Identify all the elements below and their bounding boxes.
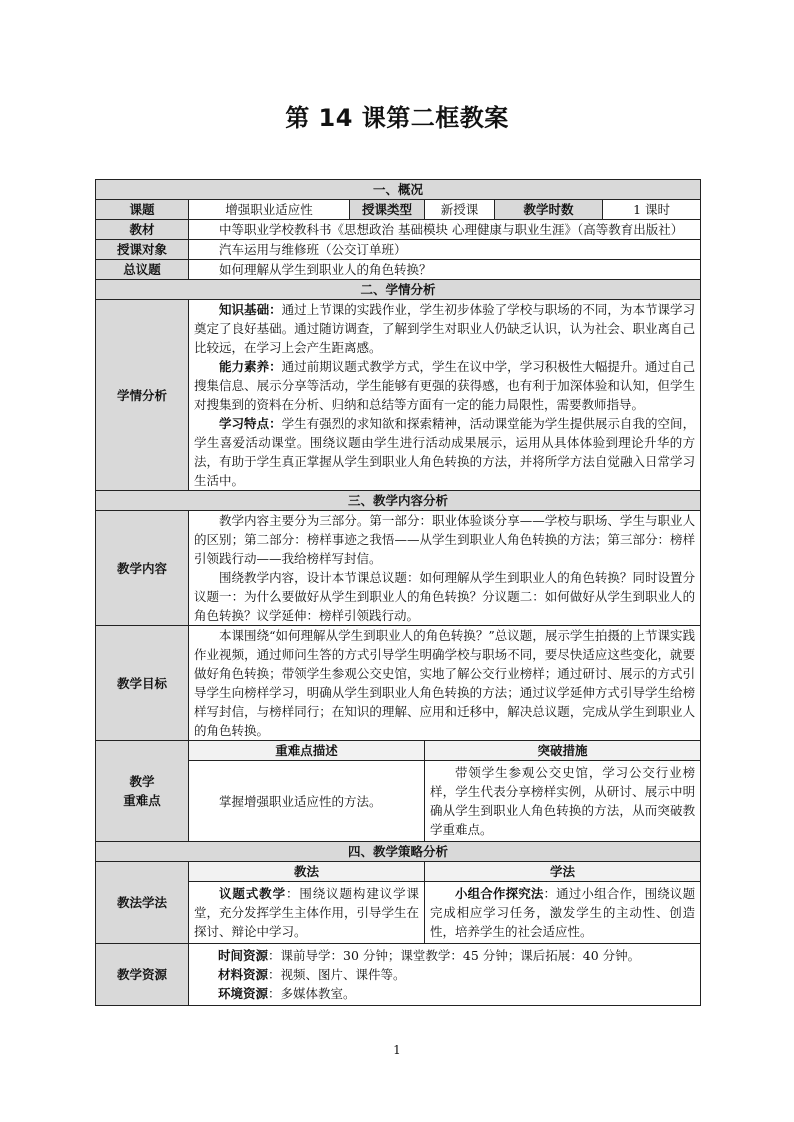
keypoints-header-row xyxy=(96,741,701,761)
target-row xyxy=(96,240,701,260)
section-heading: 一、概况 xyxy=(96,180,701,200)
keypoints-measure-header: 突破措施 xyxy=(425,741,701,761)
resource-text: ：多媒体教室。 xyxy=(268,986,356,1001)
methods-header-row xyxy=(96,862,701,882)
method-heading: 小组合作探究法 xyxy=(455,886,544,901)
goals-text: 本课围绕“如何理解从学生到职业人的角色转换？”总议题，展示学生拍摄的上节课实践作业视频，通过师问生答的方式引导学生明确学校与职场不同，要尽快适应这些变化，就要做好角色转换；带领学生参观公交史馆，实地了解公交行业榜样；通过研讨、展示的方式引导学生向榜样学习，明确从学生到职业人角色转换的方法；通过议学延伸方式引导学生给榜样写封信，与榜样同行；在知识的理解、应用和迁移中，解决总议题，完成从学生到职业人的角色转换。 xyxy=(194,628,696,738)
section-heading: 四、教学策略分析 xyxy=(96,842,701,862)
keypoints-measure-text: 带领学生参观公交史馆，学习公交行业榜样，学生代表分享榜样实例，从研讨、展示中明确从学生到职业人角色转换的方法，从而突破教学重难点。 xyxy=(430,765,696,837)
course-row xyxy=(96,200,701,220)
resource-text: ：课前导学：30 分钟；课堂教学：45 分钟；课后拓展：40 分钟。 xyxy=(268,948,641,963)
document-title: 第 14 课第二框教案 xyxy=(285,104,509,132)
content-paragraph: 围绕教学内容，设计本节课总议题：如何理解从学生到职业人的角色转换？同时设置分议题一：为什么要做好从学生到职业人的角色转换？分议题二：如何做好从学生到职业人的角色转换？议学延伸：榜样引领践行动。 xyxy=(194,570,696,623)
method-text: ：通过小组合作，围绕议题完成相应学习任务，激发学生的主动性、创造性，培养学生的社会适应性。 xyxy=(430,886,696,939)
target-label: 授课对象 xyxy=(96,240,189,260)
paragraph-text: 学生有强烈的求知欲和探索精神，活动课堂能为学生提供展示自我的空间，学生喜爱活动课堂。围绕议题由学生进行活动成果展示，运用从具体体验到理论升华的方法，有助于学生真正掌握从学生到职业人角色转换的方法，并将所学方法自觉融入日常学习生活中。 xyxy=(194,416,696,488)
section-content-row xyxy=(96,491,701,511)
keypoints-label xyxy=(96,741,189,842)
paragraph-heading: 学习特点： xyxy=(219,416,282,431)
section-overview-row xyxy=(96,180,701,200)
hours-value: 1 课时 xyxy=(603,200,701,220)
paragraph-text: 通过上节课的实践作业，学生初步体验了学校与职场的不同，为本节课学习奠定了良好基础。通过随访调查，了解到学生对职业人仍缺乏认识，认为社会、职业离自己比较远，在学习上会产生距离感。 xyxy=(194,302,696,355)
keypoints-label-line: 重难点 xyxy=(123,793,161,808)
analysis-paragraph xyxy=(194,357,695,414)
learn-method-header: 学法 xyxy=(425,862,701,882)
resource-heading: 环境资源 xyxy=(218,986,269,1001)
textbook-row xyxy=(96,220,701,240)
topic-value: 如何理解从学生到职业人的角色转换？ xyxy=(219,262,432,277)
lesson-plan-table xyxy=(95,179,701,1006)
resource-line xyxy=(194,984,695,1003)
section-analysis-row xyxy=(96,280,701,300)
content-label: 教学内容 xyxy=(96,511,189,626)
target-value: 汽车运用与维修班（公交订单班） xyxy=(219,242,407,257)
resource-heading: 材料资源 xyxy=(218,967,269,982)
keypoints-desc-text: 掌握增强职业适应性的方法。 xyxy=(219,793,382,809)
paragraph-heading: 知识基础： xyxy=(219,302,282,317)
resources-label: 教学资源 xyxy=(96,944,189,1006)
type-label: 授课类型 xyxy=(350,200,425,220)
keypoints-label-line: 教学 xyxy=(129,774,155,789)
section-strategy-row xyxy=(96,842,701,862)
type-value: 新授课 xyxy=(425,200,495,220)
learn-method-text xyxy=(430,884,695,941)
resource-line xyxy=(194,965,695,984)
keypoints-desc-header: 重难点描述 xyxy=(189,741,425,761)
analysis-row xyxy=(96,300,701,491)
method-text: ：围绕议题构建议学课堂，充分发挥学生主体作用，引导学生在探讨、辩论中学习。 xyxy=(194,886,420,939)
content-row xyxy=(96,511,701,626)
topic-label: 总议题 xyxy=(96,260,189,280)
textbook-label: 教材 xyxy=(96,220,189,240)
resource-line xyxy=(194,946,695,965)
section-heading: 三、教学内容分析 xyxy=(96,491,701,511)
method-heading: 议题式教学 xyxy=(219,886,286,901)
hours-label: 教学时数 xyxy=(495,200,603,220)
resources-row xyxy=(96,944,701,1006)
methods-label: 教法学法 xyxy=(96,862,189,944)
content-paragraph: 教学内容主要分为三部分。第一部分：职业体验谈分享——学校与职场、学生与职业人的区别；第二部分：榜样事迹之我悟——从学生到职业人角色转换的方法；第三部分：榜样引领践行动——我给榜样写封信。 xyxy=(194,513,696,566)
section-heading: 二、学情分析 xyxy=(96,280,701,300)
paragraph-text: 通过前期议题式教学方式，学生在议中学，学习积极性大幅提升。通过自己搜集信息、展示分享等活动，学生能够有更强的获得感，也有利于加深体验和认知，但学生对搜集到的资料在分析、归纳和总结等方面有一定的能力局限性，需要教师指导。 xyxy=(194,359,696,412)
teach-method-header: 教法 xyxy=(189,862,425,882)
paragraph-heading: 能力素养： xyxy=(219,359,282,374)
topic-row xyxy=(96,260,701,280)
course-value: 增强职业适应性 xyxy=(189,200,350,220)
analysis-label: 学情分析 xyxy=(96,300,189,491)
textbook-value: 中等职业学校教科书《思想政治 基础模块 心理健康与职业生涯》（高等教育出版社） xyxy=(219,222,684,237)
analysis-paragraph xyxy=(194,300,695,357)
goals-label: 教学目标 xyxy=(96,626,189,741)
analysis-paragraph xyxy=(194,414,695,490)
goals-row xyxy=(96,626,701,741)
teach-method-text xyxy=(194,884,419,941)
course-label: 课题 xyxy=(96,200,189,220)
resource-text: ：视频、图片、课件等。 xyxy=(268,967,406,982)
resource-heading: 时间资源 xyxy=(218,948,269,963)
page-number: 1 xyxy=(393,1043,401,1057)
